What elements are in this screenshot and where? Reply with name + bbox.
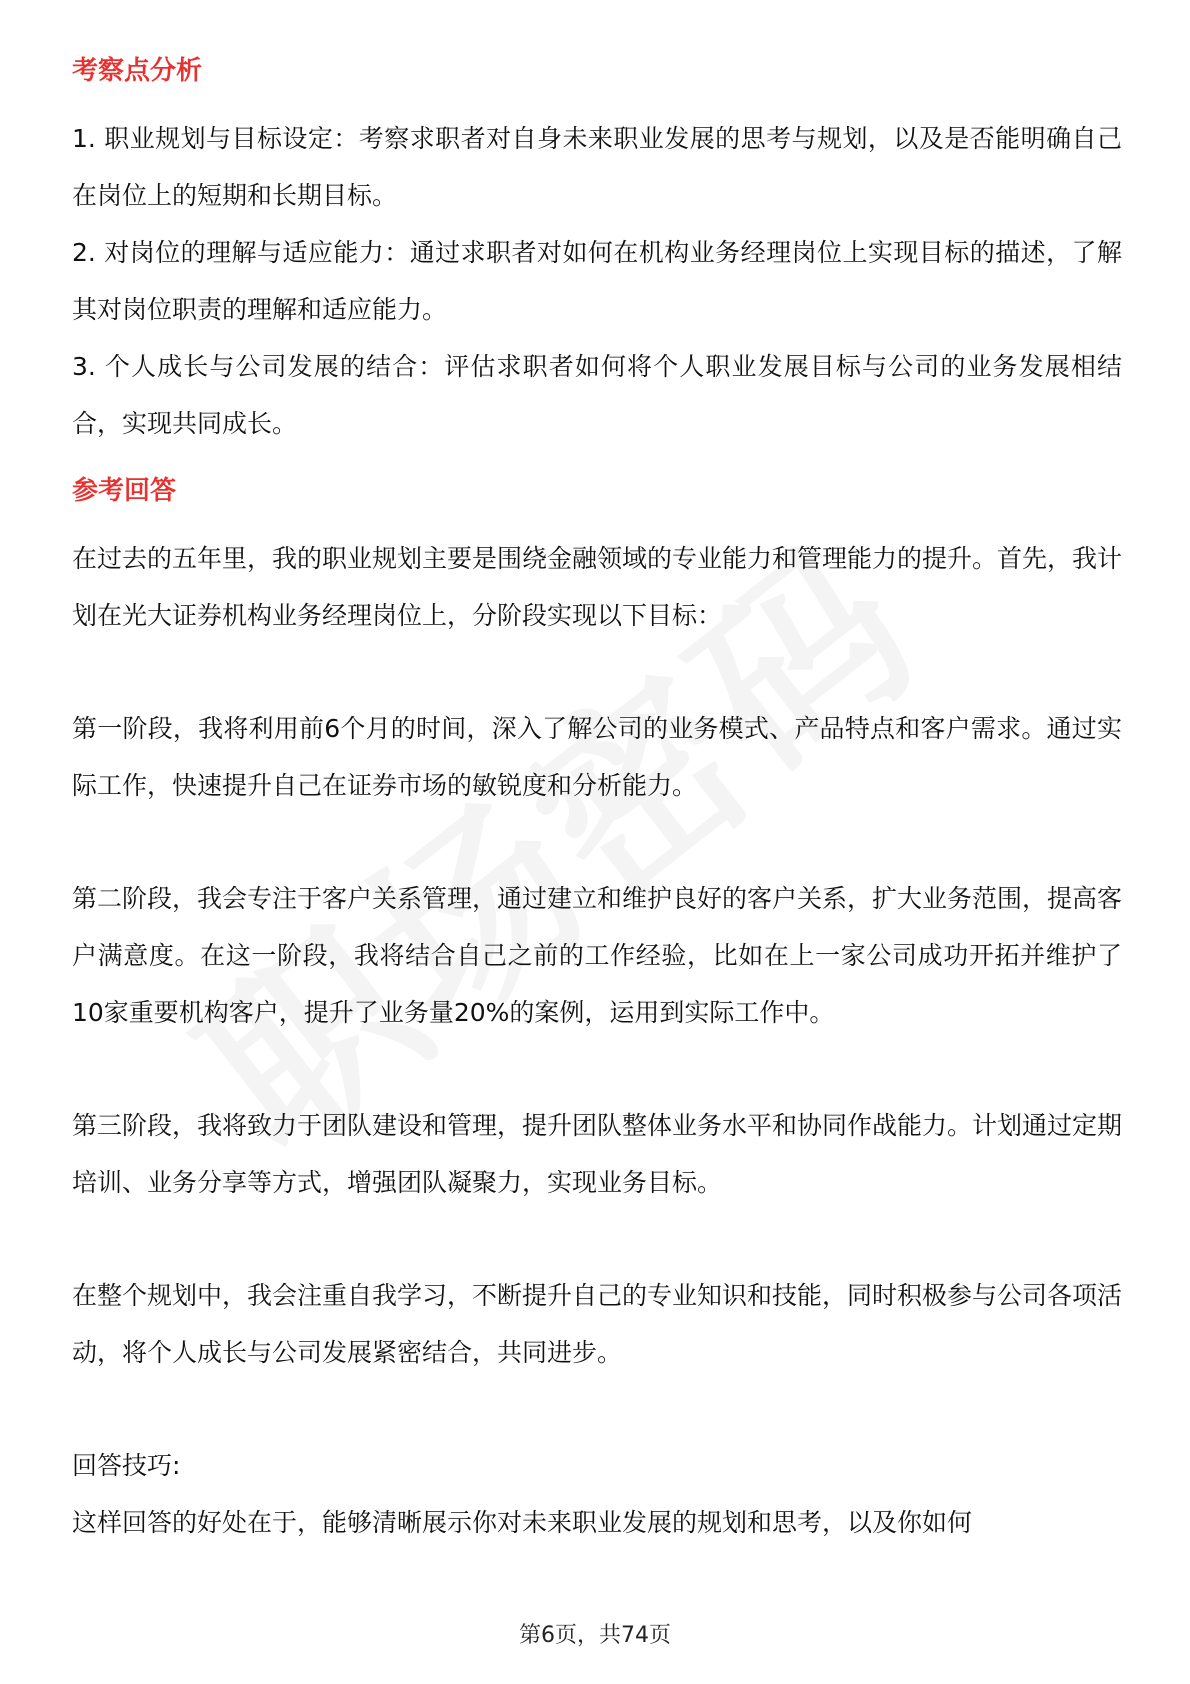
- analysis-item-2: 2. 对岗位的理解与适应能力：通过求职者对如何在机构业务经理岗位上实现目标的描述，了解其对岗位职责的理解和适应能力。: [72, 238, 1122, 324]
- answer-heading: 参考回答: [72, 476, 177, 506]
- tips-label: 回答技巧:: [72, 1451, 181, 1480]
- answer-stage-3: 第三阶段，我将致力于团队建设和管理，提升团队整体业务水平和协同作战能力。计划通过定期培训、业务分享等方式，增强团队凝聚力，实现业务目标。: [72, 1111, 1123, 1197]
- analysis-heading: 考察点分析: [72, 56, 203, 86]
- answer-stage-2: 第二阶段，我会专注于客户关系管理，通过建立和维护良好的客户关系，扩大业务范围，提高客户满意度。在这一阶段，我将结合自己之前的工作经验，比如在上一家公司成功开拓并维护了10家重要机构客户，提升了业务量20%的案例，运用到实际工作中。: [72, 884, 1123, 1027]
- document-content: [72, 46, 1122, 1551]
- analysis-item-3: 3. 个人成长与公司发展的结合：评估求职者如何将个人职业发展目标与公司的业务发展相结合，实现共同成长。: [72, 352, 1122, 438]
- tips-text: 这样回答的好处在于，能够清晰展示你对未来职业发展的规划和思考，以及你如何: [72, 1508, 973, 1537]
- answer-summary: 在整个规划中，我会注重自我学习，不断提升自己的专业知识和技能，同时积极参与公司各项活动，将个人成长与公司发展紧密结合，共同进步。: [72, 1281, 1123, 1367]
- page-number: 第6页，共74页: [519, 1623, 671, 1648]
- answer-stage-1: 第一阶段，我将利用前6个月的时间，深入了解公司的业务模式、产品特点和客户需求。通过实际工作，快速提升自己在证券市场的敏锐度和分析能力。: [72, 714, 1122, 800]
- answer-intro: 在过去的五年里，我的职业规划主要是围绕金融领域的专业能力和管理能力的提升。首先，我计划在光大证券机构业务经理岗位上，分阶段实现以下目标：: [72, 544, 1123, 630]
- analysis-item-1: 1. 职业规划与目标设定：考察求职者对自身未来职业发展的思考与规划，以及是否能明确自己在岗位上的短期和长期目标。: [72, 124, 1122, 210]
